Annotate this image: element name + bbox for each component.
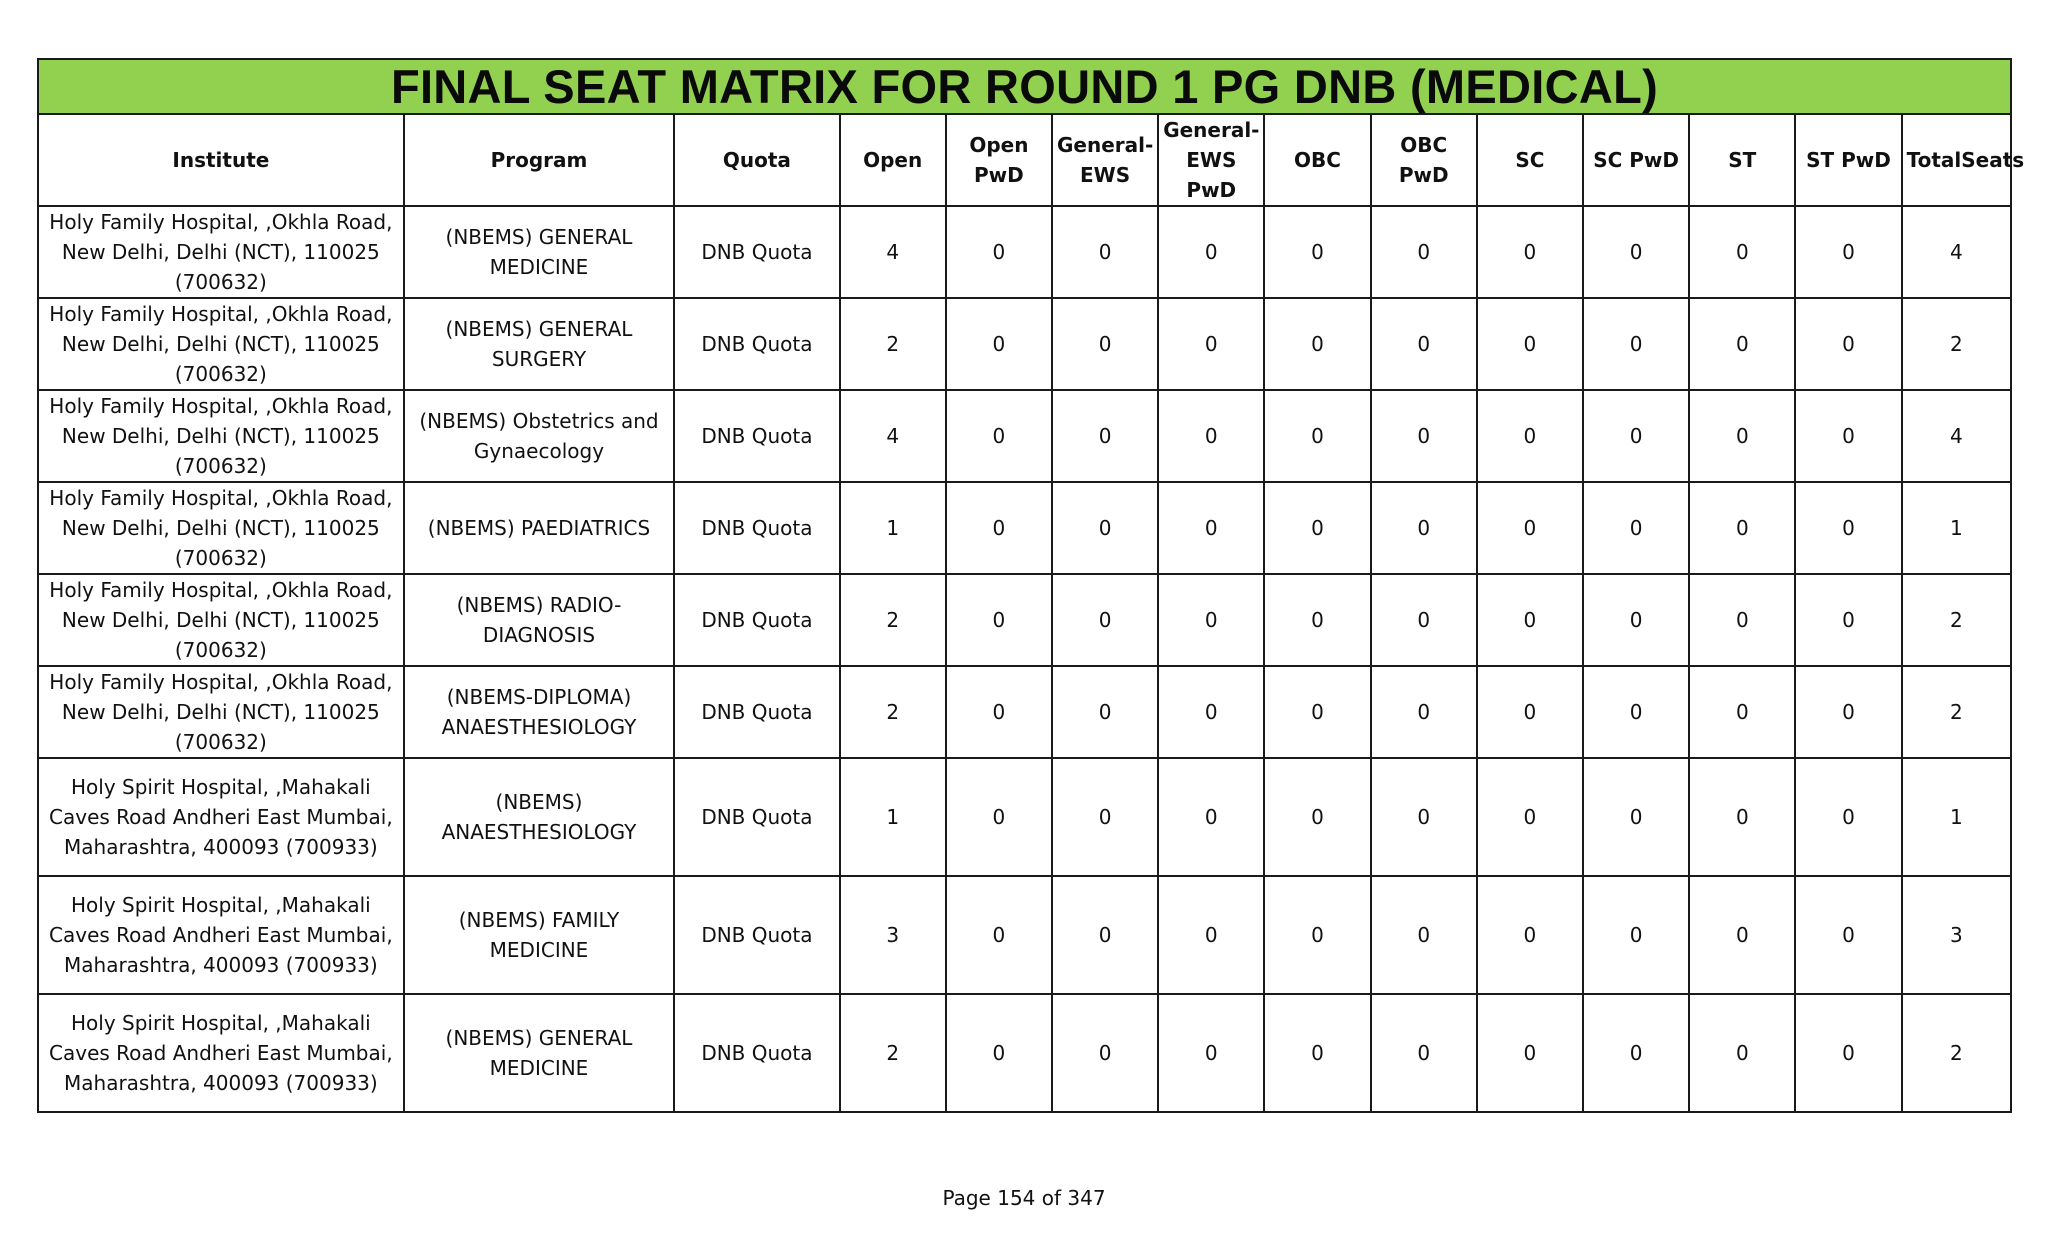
cell-quota: DNB Quota [674, 666, 839, 758]
cell-obc-pwd: 0 [1371, 574, 1477, 666]
cell-program: (NBEMS) GENERAL MEDICINE [404, 206, 675, 298]
cell-sc-pwd: 0 [1583, 758, 1689, 876]
column-header-obc: OBC [1264, 114, 1370, 206]
cell-obc-pwd: 0 [1371, 994, 1477, 1112]
cell-program: (NBEMS) GENERAL MEDICINE [404, 994, 675, 1112]
cell-st-pwd: 0 [1795, 876, 1901, 994]
column-header-open-pwd: Open PwD [946, 114, 1052, 206]
cell-open-pwd: 0 [946, 482, 1052, 574]
cell-open: 4 [840, 206, 946, 298]
cell-sc-pwd: 0 [1583, 876, 1689, 994]
table-row [38, 876, 2011, 994]
cell-total-seats: 1 [1902, 482, 2011, 574]
column-header-institute: Institute [38, 114, 404, 206]
cell-st: 0 [1689, 994, 1795, 1112]
cell-sc: 0 [1477, 390, 1583, 482]
cell-quota: DNB Quota [674, 758, 839, 876]
cell-obc: 0 [1264, 666, 1370, 758]
page-title: FINAL SEAT MATRIX FOR ROUND 1 PG DNB (MEDICAL) [38, 59, 2011, 114]
cell-general-ews-pwd: 0 [1158, 876, 1264, 994]
cell-st-pwd: 0 [1795, 574, 1901, 666]
cell-quota: DNB Quota [674, 390, 839, 482]
cell-institute: Holy Family Hospital, ,Okhla Road, New Delhi, Delhi (NCT), 110025 (700632) [38, 298, 404, 390]
cell-sc: 0 [1477, 666, 1583, 758]
cell-general-ews-pwd: 0 [1158, 206, 1264, 298]
cell-obc: 0 [1264, 876, 1370, 994]
cell-obc-pwd: 0 [1371, 298, 1477, 390]
cell-quota: DNB Quota [674, 574, 839, 666]
cell-open-pwd: 0 [946, 758, 1052, 876]
cell-institute: Holy Spirit Hospital, ,Mahakali Caves Road Andheri East Mumbai, Maharashtra, 400093 (700933) [38, 994, 404, 1112]
table-row [38, 666, 2011, 758]
cell-total-seats: 2 [1902, 666, 2011, 758]
cell-general-ews-pwd: 0 [1158, 298, 1264, 390]
table-row [38, 390, 2011, 482]
cell-st-pwd: 0 [1795, 994, 1901, 1112]
cell-sc: 0 [1477, 298, 1583, 390]
column-header-quota: Quota [674, 114, 839, 206]
cell-st-pwd: 0 [1795, 758, 1901, 876]
cell-open-pwd: 0 [946, 206, 1052, 298]
cell-obc: 0 [1264, 298, 1370, 390]
column-header-total-seats: TotalSeats [1902, 114, 2011, 206]
table-row [38, 994, 2011, 1112]
cell-sc: 0 [1477, 994, 1583, 1112]
cell-general-ews-pwd: 0 [1158, 666, 1264, 758]
cell-open-pwd: 0 [946, 390, 1052, 482]
cell-obc-pwd: 0 [1371, 206, 1477, 298]
cell-general-ews: 0 [1052, 666, 1158, 758]
cell-general-ews: 0 [1052, 206, 1158, 298]
cell-st: 0 [1689, 666, 1795, 758]
cell-total-seats: 4 [1902, 206, 2011, 298]
cell-quota: DNB Quota [674, 876, 839, 994]
cell-total-seats: 2 [1902, 994, 2011, 1112]
cell-st: 0 [1689, 206, 1795, 298]
cell-obc-pwd: 0 [1371, 758, 1477, 876]
cell-open: 2 [840, 574, 946, 666]
cell-program: (NBEMS-DIPLOMA) ANAESTHESIOLOGY [404, 666, 675, 758]
cell-open: 1 [840, 482, 946, 574]
column-header-general-ews: General-EWS [1052, 114, 1158, 206]
column-header-obc-pwd: OBC PwD [1371, 114, 1477, 206]
cell-program: (NBEMS) GENERAL SURGERY [404, 298, 675, 390]
cell-sc: 0 [1477, 876, 1583, 994]
cell-total-seats: 3 [1902, 876, 2011, 994]
cell-open: 2 [840, 298, 946, 390]
table-row [38, 298, 2011, 390]
cell-st: 0 [1689, 574, 1795, 666]
cell-st-pwd: 0 [1795, 206, 1901, 298]
cell-institute: Holy Family Hospital, ,Okhla Road, New Delhi, Delhi (NCT), 110025 (700632) [38, 482, 404, 574]
table-row [38, 206, 2011, 298]
cell-st: 0 [1689, 758, 1795, 876]
column-header-sc-pwd: SC PwD [1583, 114, 1689, 206]
cell-st-pwd: 0 [1795, 666, 1901, 758]
cell-open: 4 [840, 390, 946, 482]
column-header-open: Open [840, 114, 946, 206]
cell-total-seats: 2 [1902, 574, 2011, 666]
cell-institute: Holy Spirit Hospital, ,Mahakali Caves Road Andheri East Mumbai, Maharashtra, 400093 (700933) [38, 758, 404, 876]
column-header-program: Program [404, 114, 675, 206]
cell-obc-pwd: 0 [1371, 666, 1477, 758]
cell-sc: 0 [1477, 482, 1583, 574]
cell-general-ews: 0 [1052, 876, 1158, 994]
cell-general-ews: 0 [1052, 574, 1158, 666]
column-header-st-pwd: ST PwD [1795, 114, 1901, 206]
cell-open-pwd: 0 [946, 994, 1052, 1112]
table-row [38, 574, 2011, 666]
cell-general-ews-pwd: 0 [1158, 758, 1264, 876]
cell-general-ews-pwd: 0 [1158, 994, 1264, 1112]
header-row [38, 114, 2011, 206]
cell-sc: 0 [1477, 206, 1583, 298]
cell-sc-pwd: 0 [1583, 994, 1689, 1112]
cell-program: (NBEMS) PAEDIATRICS [404, 482, 675, 574]
cell-st: 0 [1689, 482, 1795, 574]
seat-matrix-sheet [37, 58, 2025, 1113]
cell-st-pwd: 0 [1795, 390, 1901, 482]
seat-matrix-table [37, 58, 2025, 1113]
cell-obc: 0 [1264, 390, 1370, 482]
cell-total-seats: 4 [1902, 390, 2011, 482]
cell-program: (NBEMS) RADIO-DIAGNOSIS [404, 574, 675, 666]
column-header-general-ews-pwd: General-EWS PwD [1158, 114, 1264, 206]
cell-open-pwd: 0 [946, 298, 1052, 390]
cell-open-pwd: 0 [946, 876, 1052, 994]
cell-general-ews: 0 [1052, 298, 1158, 390]
cell-general-ews-pwd: 0 [1158, 574, 1264, 666]
cell-program: (NBEMS) ANAESTHESIOLOGY [404, 758, 675, 876]
cell-quota: DNB Quota [674, 206, 839, 298]
cell-obc: 0 [1264, 758, 1370, 876]
cell-quota: DNB Quota [674, 298, 839, 390]
cell-st: 0 [1689, 390, 1795, 482]
cell-sc-pwd: 0 [1583, 666, 1689, 758]
cell-general-ews: 0 [1052, 758, 1158, 876]
cell-st: 0 [1689, 876, 1795, 994]
cell-general-ews: 0 [1052, 482, 1158, 574]
cell-institute: Holy Family Hospital, ,Okhla Road, New Delhi, Delhi (NCT), 110025 (700632) [38, 574, 404, 666]
column-header-sc: SC [1477, 114, 1583, 206]
cell-open-pwd: 0 [946, 666, 1052, 758]
cell-sc-pwd: 0 [1583, 298, 1689, 390]
cell-open: 3 [840, 876, 946, 994]
cell-quota: DNB Quota [674, 994, 839, 1112]
table-row [38, 758, 2011, 876]
cell-obc: 0 [1264, 574, 1370, 666]
cell-open: 2 [840, 994, 946, 1112]
cell-institute: Holy Family Hospital, ,Okhla Road, New Delhi, Delhi (NCT), 110025 (700632) [38, 666, 404, 758]
cell-obc-pwd: 0 [1371, 482, 1477, 574]
cell-program: (NBEMS) FAMILY MEDICINE [404, 876, 675, 994]
cell-quota: DNB Quota [674, 482, 839, 574]
cell-sc-pwd: 0 [1583, 390, 1689, 482]
cell-obc-pwd: 0 [1371, 390, 1477, 482]
cell-sc-pwd: 0 [1583, 482, 1689, 574]
page-footer: Page 154 of 347 [942, 1186, 1106, 1210]
cell-total-seats: 1 [1902, 758, 2011, 876]
cell-obc: 0 [1264, 994, 1370, 1112]
cell-institute: Holy Family Hospital, ,Okhla Road, New Delhi, Delhi (NCT), 110025 (700632) [38, 206, 404, 298]
cell-institute: Holy Family Hospital, ,Okhla Road, New Delhi, Delhi (NCT), 110025 (700632) [38, 390, 404, 482]
cell-sc: 0 [1477, 758, 1583, 876]
cell-sc-pwd: 0 [1583, 574, 1689, 666]
cell-obc: 0 [1264, 206, 1370, 298]
table-row [38, 482, 2011, 574]
cell-st-pwd: 0 [1795, 482, 1901, 574]
cell-st-pwd: 0 [1795, 298, 1901, 390]
cell-institute: Holy Spirit Hospital, ,Mahakali Caves Road Andheri East Mumbai, Maharashtra, 400093 (700933) [38, 876, 404, 994]
cell-general-ews: 0 [1052, 994, 1158, 1112]
cell-program: (NBEMS) Obstetrics and Gynaecology [404, 390, 675, 482]
cell-open: 2 [840, 666, 946, 758]
cell-obc: 0 [1264, 482, 1370, 574]
cell-general-ews: 0 [1052, 390, 1158, 482]
column-header-st: ST [1689, 114, 1795, 206]
cell-open: 1 [840, 758, 946, 876]
cell-sc: 0 [1477, 574, 1583, 666]
cell-general-ews-pwd: 0 [1158, 482, 1264, 574]
cell-sc-pwd: 0 [1583, 206, 1689, 298]
cell-open-pwd: 0 [946, 574, 1052, 666]
cell-total-seats: 2 [1902, 298, 2011, 390]
cell-st: 0 [1689, 298, 1795, 390]
cell-obc-pwd: 0 [1371, 876, 1477, 994]
cell-general-ews-pwd: 0 [1158, 390, 1264, 482]
